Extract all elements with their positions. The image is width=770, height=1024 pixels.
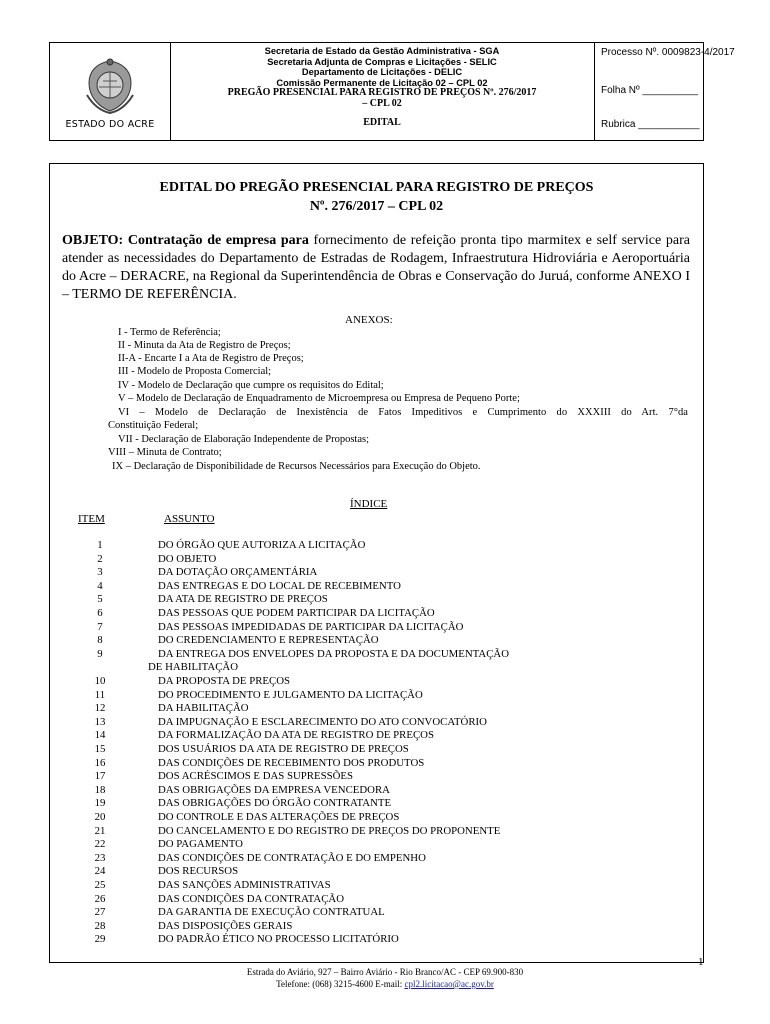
indice-item-number: 19	[94, 797, 106, 810]
indice-item-subject: DOS ACRÉSCIMOS E DAS SUPRESSÕES	[158, 770, 354, 783]
header-process-cell	[594, 43, 735, 140]
indice-row	[0, 920, 770, 933]
indice-item-number: 9	[97, 647, 103, 660]
objeto-label: OBJETO: Contratação de empresa para	[62, 233, 309, 248]
header-line-selic: Secretaria Adjunta de Compras e Licitações - SELIC	[267, 56, 497, 67]
indice-item-number: 16	[94, 756, 106, 769]
indice-item-number: 15	[94, 743, 106, 755]
footer-address: Estrada do Aviário, 927 – Bairro Aviário - Rio Branco/AC - CEP 69.900-830	[246, 967, 524, 977]
anexo-item: III - Modelo de Proposta Comercial;	[118, 366, 272, 377]
header-pregao-line-2: – CPL 02	[362, 97, 402, 109]
anexo-item: IX – Declaração de Disponibilidade de Recursos Necessários para Execução do Objeto.	[112, 461, 481, 472]
rubrica-field: Rubrica ___________	[601, 119, 700, 130]
indice-item-subject: DAS OBRIGAÇÕES DA EMPRESA VENCEDORA	[158, 783, 390, 796]
indice-row	[0, 566, 770, 579]
indice-row	[0, 689, 770, 702]
indice-item-number: 12	[94, 702, 106, 715]
indice-row	[0, 933, 770, 946]
indice-heading: ÍNDICE	[350, 498, 388, 510]
indice-item-number: 28	[94, 919, 106, 932]
indice-item-subject: DE HABILITAÇÃO	[148, 661, 238, 674]
indice-item-number: 20	[94, 811, 106, 823]
indice-item-subject: DOS USUÁRIOS DA ATA DE REGISTRO DE PREÇOS	[158, 743, 409, 755]
column-header-assunto: ASSUNTO	[164, 513, 215, 525]
folha-field: Folha Nº __________	[601, 85, 699, 96]
indice-item-subject: DA DOTAÇÃO ORÇAMENTÁRIA	[158, 566, 318, 579]
indice-item-number: 21	[94, 824, 106, 837]
indice-item-number: 4	[97, 579, 103, 592]
indice-item-number: 24	[94, 865, 106, 878]
indice-row	[0, 879, 770, 892]
indice-item-number: 5	[97, 593, 103, 606]
indice-item-subject: DA PROPOSTA DE PREÇOS	[158, 675, 291, 687]
indice-row	[0, 661, 770, 674]
header-logo-cell	[50, 43, 171, 140]
indice-item-number: 14	[94, 729, 106, 742]
indice-item-number: 10	[94, 675, 106, 687]
indice-item-number: 29	[94, 933, 106, 946]
indice-item-number: 2	[97, 552, 103, 565]
indice-item-subject: DAS SANÇÕES ADMINISTRATIVAS	[158, 879, 331, 891]
indice-row	[0, 675, 770, 688]
header-line-delic: Departamento de Licitações - DELIC	[301, 67, 463, 78]
state-name-label: ESTADO DO ACRE	[65, 119, 155, 130]
indice-item-number: 22	[94, 838, 106, 851]
footer-email-link[interactable]: cpl2.licitacao@ac.gov.br	[404, 979, 494, 989]
indice-item-subject: DAS OBRIGAÇÕES DO ÓRGÃO CONTRATANTE	[158, 797, 392, 810]
footer-contact	[0, 979, 770, 989]
indice-item-number: 3	[97, 566, 103, 579]
indice-row	[0, 729, 770, 742]
anexo-item: Constituição Federal;	[108, 420, 199, 431]
header-institution-cell	[171, 43, 593, 140]
anexo-item: II - Minuta da Ata de Registro de Preços;	[118, 340, 291, 351]
indice-item-subject: DOS RECURSOS	[158, 865, 239, 878]
indice-item-number: 13	[94, 715, 106, 728]
anexo-item: VIII – Minuta de Contrato;	[108, 447, 222, 458]
indice-item-number: 17	[94, 770, 106, 783]
indice-item-subject: DA ATA DE REGISTRO DE PREÇOS	[158, 593, 328, 606]
indice-row	[0, 702, 770, 715]
indice-row	[0, 852, 770, 865]
anexos-heading: ANEXOS:	[345, 314, 393, 326]
anexo-item: VII - Declaração de Elaboração Independente de Propostas;	[118, 434, 370, 445]
indice-row	[0, 593, 770, 606]
header-line-cpl: Comissão Permanente de Licitação 02 – CPL 02	[276, 77, 488, 88]
indice-item-subject: DAS PESSOAS QUE PODEM PARTICIPAR DA LICITAÇÃO	[158, 607, 435, 619]
indice-item-subject: DAS CONDIÇÕES DE RECEBIMENTO DOS PRODUTOS	[158, 756, 425, 769]
indice-item-number: 6	[97, 607, 103, 619]
indice-item-number: 1	[97, 539, 103, 551]
footer-phone: Telefone: (068) 3215-4600 E-mail:	[276, 979, 405, 989]
anexo-item: V – Modelo de Declaração de Enquadramento de Microempresa ou Empresa de Pequeno Porte;	[118, 393, 520, 404]
indice-item-subject: DAS CONDIÇÕES DA CONTRATAÇÃO	[158, 892, 344, 905]
indice-item-number: 7	[97, 620, 103, 633]
indice-row	[0, 539, 770, 552]
indice-item-subject: DA FORMALIZAÇÃO DA ATA DE REGISTRO DE PREÇOS	[158, 729, 434, 742]
indice-item-subject: DAS ENTREGAS E DO LOCAL DE RECEBIMENTO	[158, 579, 401, 592]
state-coat-of-arms-icon	[83, 57, 137, 115]
header-line-sga: Secretaria de Estado da Gestão Administrativa - SGA	[264, 46, 500, 56]
indice-row	[0, 825, 770, 838]
indice-item-number: 27	[94, 906, 106, 919]
indice-item-number: 25	[94, 879, 106, 891]
indice-item-subject: DO ÓRGÃO QUE AUTORIZA A LICITAÇÃO	[158, 539, 366, 551]
indice-item-subject: DO OBJETO	[158, 552, 217, 565]
indice-row	[0, 757, 770, 770]
indice-item-subject: DO PADRÃO ÉTICO NO PROCESSO LICITATÓRIO	[158, 933, 399, 946]
anexo-item: I - Termo de Referência;	[118, 327, 221, 338]
objeto-paragraph	[62, 232, 690, 304]
indice-item-number: 11	[94, 688, 106, 701]
indice-row	[0, 580, 770, 593]
indice-item-number: 26	[94, 892, 106, 905]
indice-row	[0, 553, 770, 566]
document-title-number: Nº. 276/2017 – CPL 02	[309, 199, 444, 214]
indice-item-subject: DAS DISPOSIÇÕES GERAIS	[158, 919, 293, 932]
indice-row	[0, 811, 770, 824]
indice-item-subject: DA IMPUGNAÇÃO E ESCLARECIMENTO DO ATO CONVOCATÓRIO	[158, 715, 487, 728]
indice-item-subject: DAS PESSOAS IMPEDIDADAS DE PARTICIPAR DA LICITAÇÃO	[158, 620, 464, 633]
indice-row	[0, 648, 770, 661]
objeto-text: fornecimento de refeição pronta tipo marmitex e self service para atender as necessidades do Departamento de Estradas de Rodagem, Infraestrutura Hidroviária e Aeroportuária do Acre – DERACRE, na Regional da Superintendência de Obras e Conservação do Juruá, conforme ANEXO I – TERMO DE REFERÊNCIA.	[62, 233, 690, 302]
anexo-item: II-A - Encarte I a Ata de Registro de Preços;	[118, 353, 304, 364]
indice-item-subject: DA ENTREGA DOS ENVELOPES DA PROPOSTA E DA DOCUMENTAÇÃO	[158, 647, 509, 660]
indice-row	[0, 893, 770, 906]
indice-item-subject: DA HABILITAÇÃO	[158, 702, 249, 715]
process-number: Processo Nº. 0009823-4/2017	[601, 47, 735, 58]
page-number: 1	[698, 956, 704, 968]
indice-row	[0, 634, 770, 647]
indice-item-subject: DO PAGAMENTO	[158, 838, 243, 851]
indice-item-subject: DA GARANTIA DE EXECUÇÃO CONTRATUAL	[158, 906, 385, 919]
indice-row	[0, 797, 770, 810]
document-title: EDITAL DO PREGÃO PRESENCIAL PARA REGISTRO DE PREÇOS	[159, 180, 594, 195]
indice-row	[0, 607, 770, 620]
indice-item-number: 8	[97, 634, 103, 647]
document-header	[49, 42, 735, 141]
indice-row	[0, 621, 770, 634]
indice-row	[0, 865, 770, 878]
indice-item-subject: DO CREDENCIAMENTO E REPRESENTAÇÃO	[158, 634, 379, 647]
indice-row	[0, 838, 770, 851]
indice-row	[0, 743, 770, 756]
indice-item-subject: DAS CONDIÇÕES DE CONTRATAÇÃO E DO EMPENHO	[158, 851, 426, 864]
indice-item-subject: DO CANCELAMENTO E DO REGISTRO DE PREÇOS DO PROPONENTE	[158, 824, 501, 837]
indice-row	[0, 770, 770, 783]
indice-item-subject: DO PROCEDIMENTO E JULGAMENTO DA LICITAÇÃO	[158, 688, 423, 701]
indice-item-number: 18	[94, 783, 106, 796]
header-pregao-line: PREGÃO PRESENCIAL PARA REGISTRO DE PREÇOS Nº. 276/2017	[227, 87, 537, 99]
header-edital-label: EDITAL	[363, 116, 401, 128]
anexo-item: VI – Modelo de Declaração de Inexistência de Fatos Impeditivos e Cumprimento do XXXIII do Art. 7°da	[118, 407, 688, 418]
indice-item-number: 23	[94, 851, 106, 864]
indice-row	[0, 906, 770, 919]
indice-row	[0, 716, 770, 729]
indice-row	[0, 784, 770, 797]
column-header-item: ITEM	[78, 513, 105, 525]
indice-item-subject: DO CONTROLE E DAS ALTERAÇÕES DE PREÇOS	[158, 811, 400, 823]
anexo-item: IV - Modelo de Declaração que cumpre os requisitos do Edital;	[118, 380, 384, 391]
